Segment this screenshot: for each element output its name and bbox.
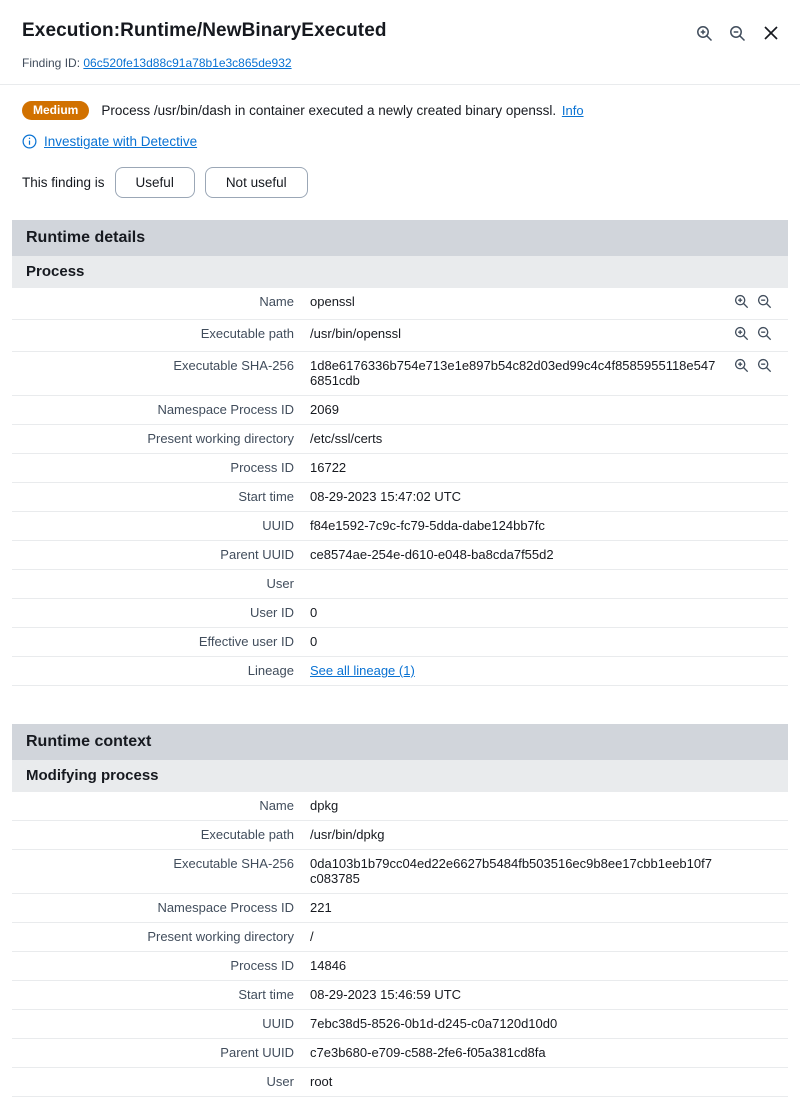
row-actions (726, 425, 788, 454)
row-key: Process ID (230, 460, 294, 475)
finding-id-link[interactable]: 06c520fe13d88c91a78b1e3c865de932 (83, 56, 292, 70)
row-value: 221 (310, 900, 332, 915)
row-value: 1d8e6176336b754e713e1e897b54c82d03ed99c4c4f8585955118e5476851cdb (310, 358, 716, 388)
row-value: 0 (310, 605, 318, 620)
row-value: / (310, 929, 314, 944)
table-row (12, 821, 788, 850)
row-key: Lineage (247, 663, 294, 678)
row-actions (726, 981, 788, 1010)
row-actions (726, 1010, 788, 1039)
row-key: Parent UUID (220, 547, 294, 562)
row-value: 16722 (310, 460, 347, 475)
zoom-in-icon[interactable] (734, 294, 749, 309)
row-actions (726, 923, 788, 952)
page-title: Execution:Runtime/NewBinaryExecuted (22, 20, 387, 41)
process-details-table (12, 288, 788, 686)
row-value: dpkg (310, 798, 339, 813)
zoom-in-icon[interactable] (696, 25, 713, 42)
row-actions (726, 599, 788, 628)
row-key: User ID (249, 605, 294, 620)
status-badge: Medium (22, 101, 89, 120)
investigate-row[interactable] (0, 120, 800, 149)
row-actions (726, 1068, 788, 1097)
not-useful-button[interactable]: Not useful (205, 167, 308, 198)
zoom-out-icon[interactable] (757, 358, 772, 373)
zoom-out-icon[interactable] (757, 326, 772, 341)
row-key: Namespace Process ID (157, 402, 294, 417)
table-row (12, 1039, 788, 1068)
row-key: Name (259, 798, 294, 813)
table-row (12, 425, 788, 454)
table-row (12, 541, 788, 570)
row-actions (726, 952, 788, 981)
row-value (302, 570, 726, 599)
row-key: Start time (238, 987, 294, 1002)
row-value: 08-29-2023 15:46:59 UTC (310, 987, 462, 1002)
table-row (12, 894, 788, 923)
zoom-out-icon[interactable] (757, 294, 772, 309)
row-key: User (266, 576, 294, 591)
row-key: Process ID (230, 958, 294, 973)
row-actions (726, 628, 788, 657)
panel-header (0, 0, 800, 84)
row-actions (726, 821, 788, 850)
row-key: Namespace Process ID (157, 900, 294, 915)
table-row (12, 570, 788, 599)
table-row (12, 454, 788, 483)
row-key: User (266, 1074, 294, 1089)
row-value: openssl (310, 294, 355, 309)
row-value: /etc/ssl/certs (310, 431, 383, 446)
row-key: UUID (262, 518, 294, 533)
info-link[interactable]: Info (561, 103, 584, 118)
row-value: /usr/bin/openssl (310, 326, 402, 341)
row-actions (726, 541, 788, 570)
row-actions (726, 483, 788, 512)
row-key: Executable path (200, 326, 294, 341)
row-value[interactable] (302, 657, 726, 686)
row-key: Present working directory (147, 431, 294, 446)
finding-id-label: Finding ID: (22, 56, 81, 70)
row-key: Parent UUID (220, 1045, 294, 1060)
row-actions (726, 1039, 788, 1068)
row-key: Name (259, 294, 294, 309)
row-value: 14846 (310, 958, 347, 973)
runtime-context-section (12, 724, 788, 1097)
row-value: ce8574ae-254e-d610-e048-ba8cda7f55d2 (310, 547, 554, 562)
header-icon-group (696, 24, 780, 42)
close-icon[interactable] (762, 24, 780, 42)
info-circle-icon (22, 134, 37, 149)
modifying-process-body (12, 792, 788, 1097)
process-subsection-header: Process (12, 256, 788, 288)
row-actions (726, 512, 788, 541)
severity-row (0, 85, 800, 120)
finding-description (101, 103, 583, 118)
table-row (12, 1010, 788, 1039)
row-value: root (310, 1074, 333, 1089)
row-key: Start time (238, 489, 294, 504)
row-actions (726, 352, 788, 396)
table-row (12, 1068, 788, 1097)
row-actions (726, 570, 788, 599)
row-actions (726, 657, 788, 686)
table-row (12, 483, 788, 512)
row-value: 0 (310, 634, 318, 649)
row-value: 0da103b1b79cc04ed22e6627b5484fb503516ec9b8ee17cbb1eeb10f7c083785 (310, 856, 712, 886)
table-row (12, 396, 788, 425)
row-value: 7ebc38d5-8526-0b1d-d245-c0a7120d10d0 (310, 1016, 558, 1031)
finding-id-row (22, 56, 778, 70)
useful-button[interactable]: Useful (115, 167, 195, 198)
feedback-label: This finding is (22, 175, 105, 190)
row-actions (726, 850, 788, 894)
investigate-with-detective-link[interactable]: Investigate with Detective (44, 134, 198, 149)
row-value: /usr/bin/dpkg (310, 827, 385, 842)
row-key: Present working directory (147, 929, 294, 944)
table-row (12, 352, 788, 396)
row-actions (726, 792, 788, 821)
row-value: 2069 (310, 402, 339, 417)
table-row (12, 288, 788, 320)
row-value: c7e3b680-e709-c588-2fe6-f05a381cd8fa (310, 1045, 546, 1060)
table-row (12, 320, 788, 352)
row-actions (726, 894, 788, 923)
table-row (12, 923, 788, 952)
table-row (12, 628, 788, 657)
row-actions (726, 454, 788, 483)
table-row (12, 850, 788, 894)
table-row (12, 981, 788, 1010)
zoom-in-icon[interactable] (734, 358, 749, 373)
table-row (12, 792, 788, 821)
row-key: Executable path (200, 827, 294, 842)
row-actions (726, 396, 788, 425)
table-row (12, 599, 788, 628)
row-actions (726, 320, 788, 352)
row-key: UUID (262, 1016, 294, 1031)
table-row (12, 657, 788, 686)
process-details-body (12, 288, 788, 686)
runtime-context-header: Runtime context (12, 724, 788, 760)
table-row (12, 952, 788, 981)
zoom-out-icon[interactable] (729, 25, 746, 42)
see-all-lineage-link[interactable]: See all lineage (1) (310, 663, 415, 678)
row-value: 08-29-2023 15:47:02 UTC (310, 489, 462, 504)
finding-description-text: Process /usr/bin/dash in container executed a newly created binary openssl. (101, 103, 557, 118)
row-key: Effective user ID (198, 634, 294, 649)
runtime-details-section (12, 220, 788, 686)
row-actions (726, 288, 788, 320)
modifying-process-subsection-header: Modifying process (12, 760, 788, 792)
row-key: Executable SHA-256 (173, 856, 294, 871)
row-value: f84e1592-7c9c-fc79-5dda-dabe124bb7fc (310, 518, 545, 533)
runtime-details-header: Runtime details (12, 220, 788, 256)
table-row (12, 512, 788, 541)
row-key: Executable SHA-256 (173, 358, 294, 373)
zoom-in-icon[interactable] (734, 326, 749, 341)
modifying-process-table (12, 792, 788, 1097)
feedback-row (0, 149, 800, 198)
